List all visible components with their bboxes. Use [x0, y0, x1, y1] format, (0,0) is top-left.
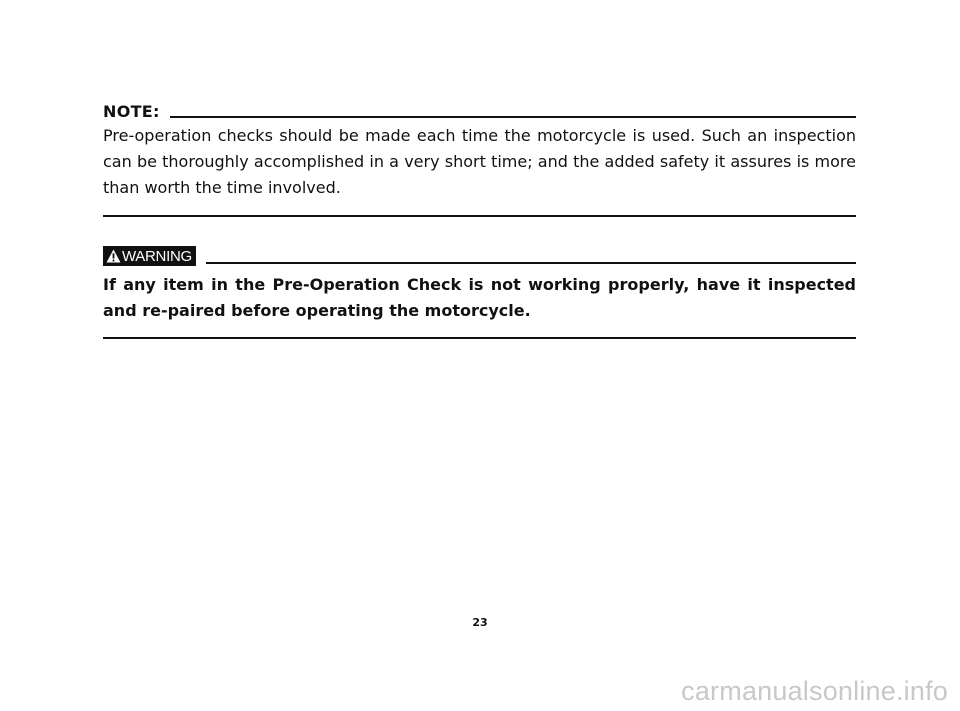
page-number: 23: [472, 616, 488, 629]
watermark: carmanualsonline.info: [681, 676, 948, 706]
page-content: [103, 100, 856, 339]
warning-badge: [103, 246, 196, 266]
note-text: Pre-operation checks should be made each time the motorcycle is used. Such an inspection can be thoroughly accomplished in a very short time; and the added safety it assures is more than worth the time involved.: [103, 126, 856, 197]
warning-label: WARNING: [122, 247, 192, 265]
note-heading-rule: [170, 116, 856, 118]
warning-heading-rule: [206, 262, 856, 264]
warning-triangle-icon: [106, 249, 121, 263]
warning-end-rule: [103, 337, 856, 339]
warning-text: If any item in the Pre-Operation Check is not working properly, have it inspected and re-paired before operating the motorcycle.: [103, 275, 856, 320]
note-end-rule: [103, 215, 856, 217]
note-heading: [103, 100, 856, 122]
note-label: NOTE:: [103, 102, 160, 121]
warning-heading: [103, 244, 856, 266]
